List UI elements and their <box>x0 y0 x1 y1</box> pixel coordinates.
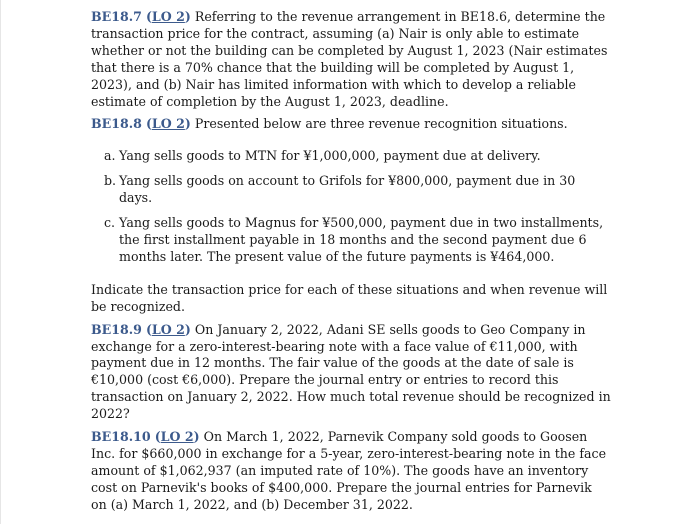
learning-objective-link[interactable]: LO 2 <box>151 9 185 24</box>
learning-objective-link[interactable]: LO 2 <box>151 321 185 337</box>
learning-objective-link[interactable]: LO 2 <box>151 116 185 132</box>
situation-list <box>101 148 611 265</box>
exercise-be18-9: BE18.9 (LO 2) On January 2, 2022, Adani SE sells goods to Geo Company in exchange for a zero-interest-bearing note with a face value of €11,000, with payment due in 12 months. The fair value of the goods at the date of sale is €10,000 (cost €6,000). Prepare the journal entry or entries to record this transaction on January 2, 2022. How much total revenue should be recognized in 2022? <box>91 321 611 422</box>
learning-objective-link[interactable]: LO 2 <box>160 429 194 445</box>
exercise-id: BE18.10 <box>91 429 151 445</box>
exercise-id: BE18.7 <box>91 9 142 24</box>
list-marker: c. <box>104 215 116 231</box>
list-item-text: Yang sells goods on account to Grifols for ¥800,000, payment due in 30 days. <box>119 173 576 206</box>
list-marker: b. <box>104 173 117 189</box>
list-item <box>101 215 611 266</box>
exercise-closing: Indicate the transaction price for each of these situations and when revenue will be recognized. <box>91 281 608 314</box>
exercise-text: On March 1, 2022, Parnevik Company sold goods to Goosen Inc. for $660,000 in exchange for a 5-year, zero-interest-bearing note in the face amount of $1,062,937 (an imputed rate of 10%). The goods have an inventory cost on Parnevik's books of $400,000. Prepare the journal entries for Parnevik on (a) March 1, 2022, and (b) December 31, 2022. <box>91 429 607 512</box>
page-content <box>91 9 611 520</box>
list-item-text: Yang sells goods to Magnus for ¥500,000, payment due in two installments, the first installment payable in 18 months and the second payment due 6 months later. The present value of the future payments is ¥464,000. <box>119 215 604 264</box>
exercise-text: Referring to the revenue arrangement in BE18.6, determine the transaction price for the contract, assuming (a) Nair is only able to estimate whether or not the building can be completed by August 1, 2023 (Nair estimates that there is a 70% chance that the building will be completed by August 1, 2023), and (b) Nair has limited information with which to develop a reliable estimate of completion by the August 1, 2023, deadline. <box>91 9 608 109</box>
list-item <box>101 173 611 207</box>
exercise-be18-8: BE18.8 (LO 2) Presented below are three revenue recognition situations. a. Yang sells goods to MTN for ¥1,000,000, payment due at delivery. b. Yang sells goods on account to Grifols for ¥800,000, payment due in 30 days. c. Yang sells goods to Magnus for ¥500,000, payment due in two installments, the first installment payable in 18 months and the second payment due 6 months later. The present value of the future payments is ¥464,000. Indicate the transaction price for each of these situations and when revenue will be recognized. <box>91 116 611 315</box>
list-item-text: Yang sells goods to MTN for ¥1,000,000, payment due at delivery. <box>119 148 541 164</box>
exercise-id: BE18.9 <box>91 321 142 337</box>
exercise-id: BE18.8 <box>91 116 142 132</box>
list-item <box>101 148 611 165</box>
exercise-text: On January 2, 2022, Adani SE sells goods to Geo Company in exchange for a zero-interest-bearing note with a face value of €11,000, with payment due in 12 months. The fair value of the goods at the date of sale is €10,000 (cost €6,000). Prepare the journal entry or entries to record this transaction on January 2, 2022. How much total revenue should be recognized in 2022? <box>91 321 611 422</box>
exercise-intro: Presented below are three revenue recognition situations. <box>194 116 568 132</box>
exercise-be18-10: BE18.10 (LO 2) On March 1, 2022, Parnevik Company sold goods to Goosen Inc. for $660,000 in exchange for a 5-year, zero-interest-bearing note in the face amount of $1,062,937 (an imputed rate of 10%). The goods have an inventory cost on Parnevik's books of $400,000. Prepare the journal entries for Parnevik on (a) March 1, 2022, and (b) December 31, 2022. <box>91 429 607 512</box>
exercise-be18-7: BE18.7 (LO 2) Referring to the revenue arrangement in BE18.6, determine the transaction price for the contract, assuming (a) Nair is only able to estimate whether or not the building can be completed by August 1, 2023 (Nair estimates that there is a 70% chance that the building will be completed by August 1, 2023), and (b) Nair has limited information with which to develop a reliable estimate of completion by the August 1, 2023, deadline. <box>91 9 608 109</box>
list-marker: a. <box>104 148 116 164</box>
